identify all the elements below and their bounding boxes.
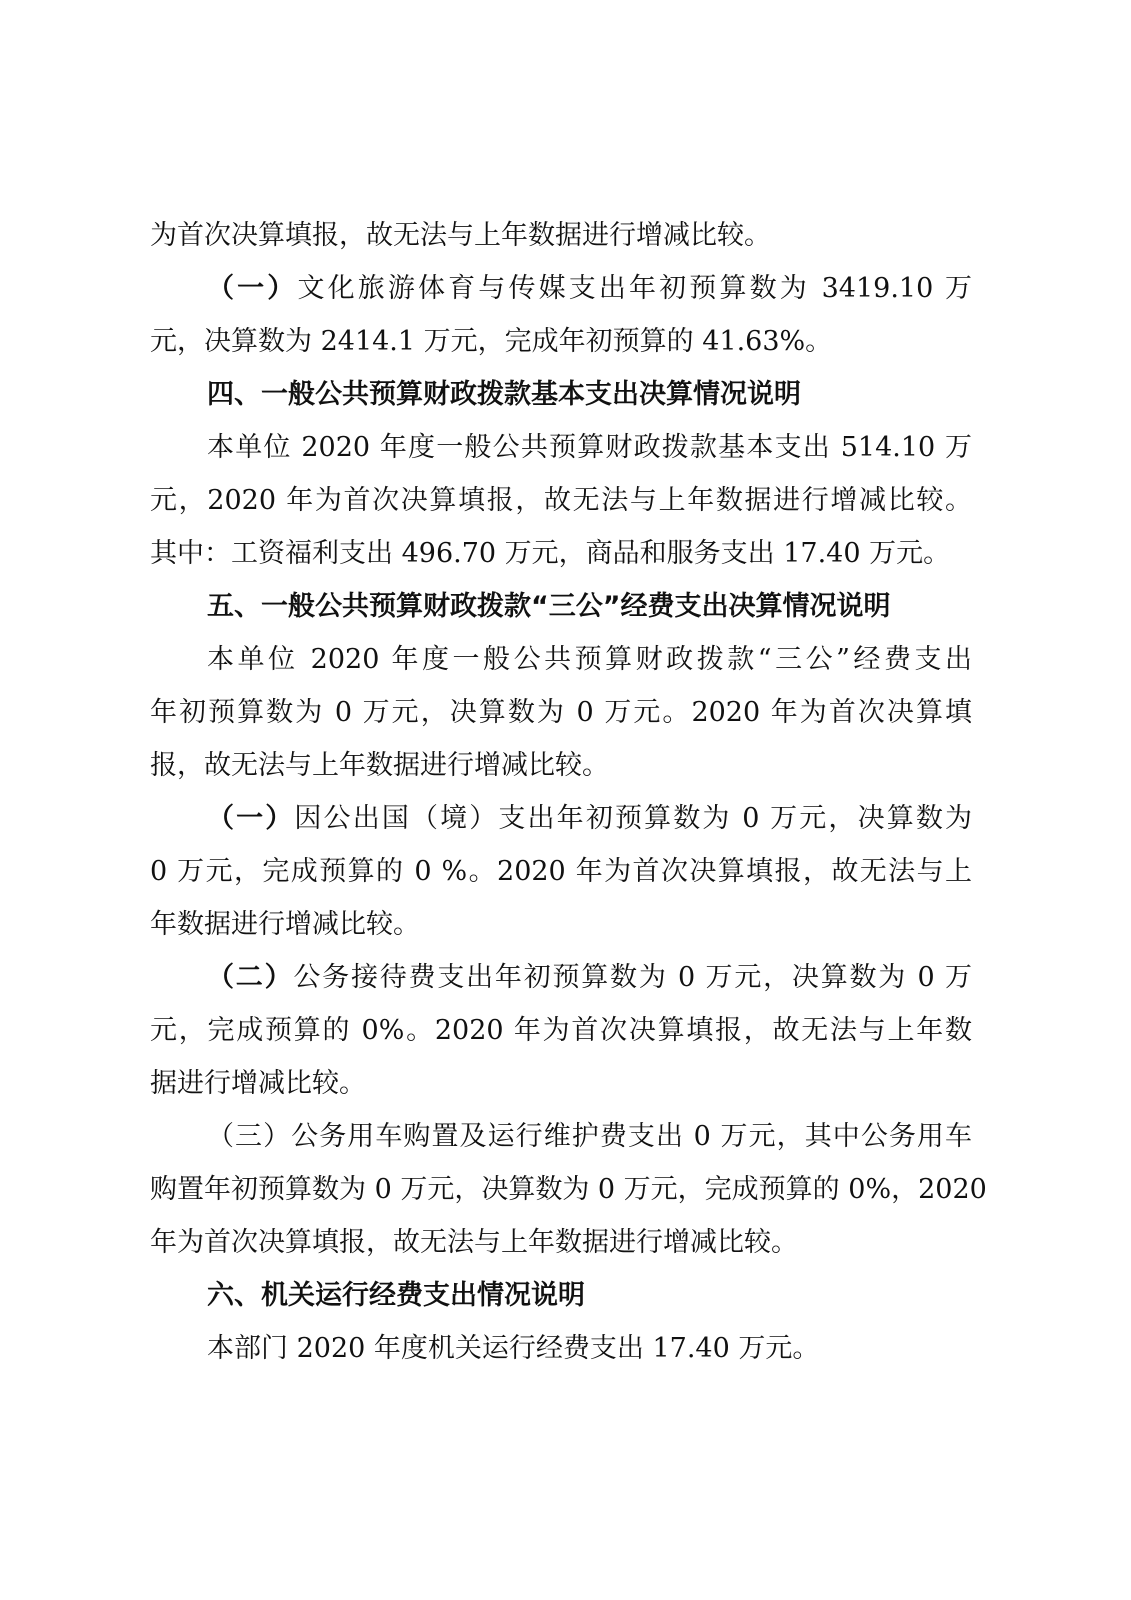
paragraph-line: 0 万元，完成预算的 0 %。2020 年为首次决算填报，故无法与上	[150, 856, 972, 887]
document-page	[150, 209, 987, 1375]
paragraph-line: 本单位 2020 年度一般公共预算财政拨款基本支出 514.10 万	[207, 432, 972, 463]
paragraph-line: 购置年初预算数为 0 万元，决算数为 0 万元，完成预算的 0%，2020	[150, 1174, 987, 1205]
item-text: 文化旅游体育与传媒支出年初预算数为 3419.10 万	[297, 273, 972, 304]
paragraph-line: 其中：工资福利支出 496.70 万元，商品和服务支出 17.40 万元。	[150, 538, 951, 569]
item-number: （一）	[207, 273, 298, 304]
item-text: 公务接待费支出年初预算数为 0 万元，决算数为 0 万	[293, 962, 973, 993]
paragraph-line: 年初预算数为 0 万元，决算数为 0 万元。2020 年为首次决算填	[150, 697, 972, 728]
section-heading: 六、机关运行经费支出情况说明	[207, 1280, 585, 1311]
paragraph-line: 本单位 2020 年度一般公共预算财政拨款“三公”经费支出	[207, 644, 972, 675]
paragraph-line: 元，2020 年为首次决算填报，故无法与上年数据进行增减比较。	[150, 485, 972, 516]
paragraph-line: 报，故无法与上年数据进行增减比较。	[150, 750, 609, 781]
paragraph-line	[150, 262, 972, 315]
paragraph-line: 元，完成预算的 0%。2020 年为首次决算填报，故无法与上年数	[150, 1015, 972, 1046]
paragraph-line: 元，决算数为 2414.1 万元，完成年初预算的 41.63%。	[150, 326, 833, 357]
section-heading: 四、一般公共预算财政拨款基本支出决算情况说明	[207, 379, 801, 410]
section-heading: 五、一般公共预算财政拨款“三公”经费支出决算情况说明	[207, 591, 891, 622]
paragraph-line: （三）公务用车购置及运行维护费支出 0 万元，其中公务用车	[207, 1121, 972, 1152]
paragraph-line: 据进行增减比较。	[150, 1068, 366, 1099]
item-number: （一）	[207, 803, 295, 834]
paragraph-line: 为首次决算填报，故无法与上年数据进行增减比较。	[150, 220, 771, 251]
item-number: （二）	[207, 962, 294, 993]
paragraph-line: 本部门 2020 年度机关运行经费支出 17.40 万元。	[207, 1333, 820, 1364]
paragraph-line: 年为首次决算填报，故无法与上年数据进行增减比较。	[150, 1227, 798, 1258]
paragraph-line	[150, 951, 972, 1004]
item-text: 因公出国（境）支出年初预算数为 0 万元，决算数为	[294, 803, 972, 834]
paragraph-line	[150, 792, 972, 845]
paragraph-line: 年数据进行增减比较。	[150, 909, 420, 940]
